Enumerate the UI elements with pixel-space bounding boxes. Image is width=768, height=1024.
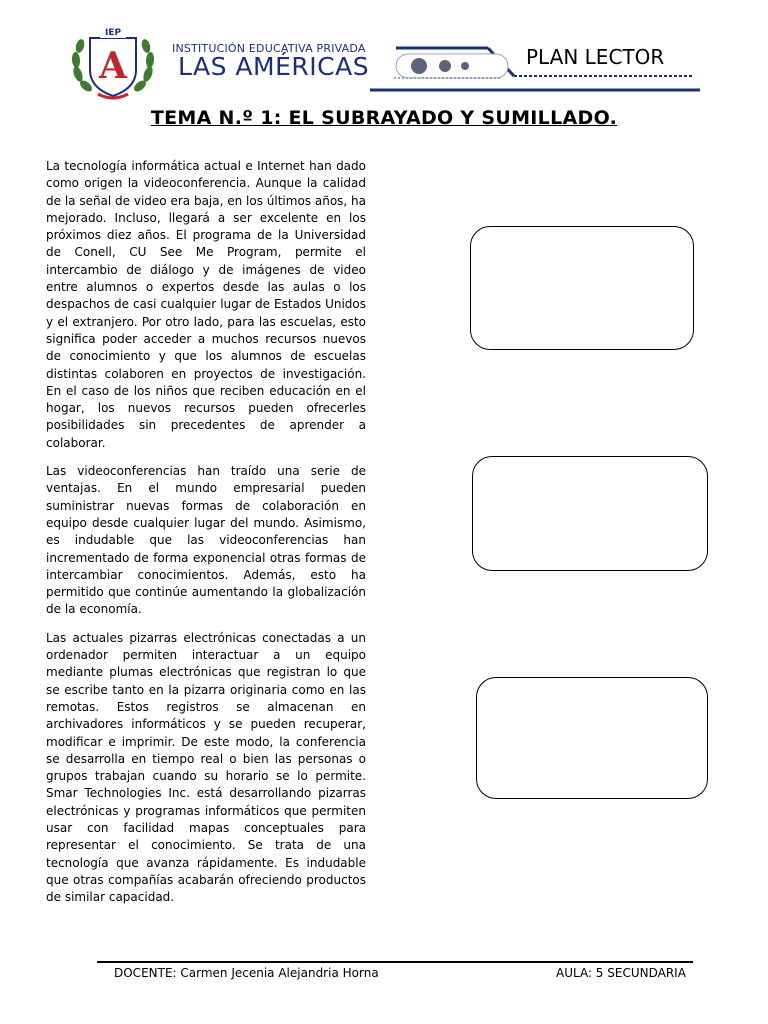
summary-box-2[interactable]	[472, 456, 708, 571]
school-logo	[68, 24, 158, 102]
reading-text	[46, 158, 366, 917]
teacher-name: DOCENTE: Carmen Jecenia Alejandria Horna	[114, 966, 379, 980]
footer-divider	[97, 961, 693, 963]
school-name: LAS AMÉRICAS	[178, 52, 370, 81]
paragraph: Las actuales pizarras electrónicas conectadas a un ordenador permiten interactuar a un equipo mediante plumas electrónicas que registran lo que se escribe tanto en la pizarra originaria como en las remotas. Estos registros se almacenan en archivadores informáticos y se pueden recuperar, modificar e imprimir. De este modo, la conferencia se desarrolla en tiempo real o bien las personas o grupos trabajan cuando su horario se lo permite. Smar Technologies Inc. está desarrollando pizarras electrónicas y programas informáticos que permiten usar con facilidad mapas conceptuales para representar el conocimiento. Se trata de una tecnología que avanza rápidamente. Es indudable que otras compañías acabarán ofreciendo productos de similar capacidad.	[46, 630, 366, 905]
paragraph: La tecnología informática actual e Internet han dado como origen la videoconferencia. Aunque la calidad de la señal de video era baja, en los últimos años, ha mejorado. Incluso, llegará a ser excelente en los próximos diez años. El programa de la Universidad de Conell, CU See Me Program, permite el intercambio de diálogo y de imágenes de video entre alumnos o expertos desde las aulas o los despachos de casi cualquier lugar de Estados Unidos y el extranjero. Por otro lado, para las escuelas, esto significa poder acceder a muchos recursos nuevos de conocimiento y que los alumnos de escuelas distintas colaboren en proyectos de investigación. En el caso de los niños que reciben educación en el hogar, los nuevos recursos pueden ofrecerles posibilidades sin precedentes de aprender a colaborar.	[46, 159, 366, 450]
paragraph: Las videoconferencias han traído una serie de ventajas. En el mundo empresarial pueden suministrar nuevas formas de colaboración en equipo desde cualquier lugar del mundo. Asimismo, es indudable que las videoconferencias han incrementado de forma exponencial otras formas de intercambiar conocimientos. Además, esto ha permitido que continúe aumentando la globalización de la economía.	[46, 464, 366, 617]
summary-box-3[interactable]	[476, 677, 708, 799]
svg-text:A: A	[99, 45, 127, 87]
page-title: TEMA N.º 1: EL SUBRAYADO Y SUMILLADO.	[150, 107, 618, 129]
classroom-label: AULA: 5 SECUNDARIA	[556, 966, 686, 980]
plan-lector-label: PLAN LECTOR	[526, 45, 665, 69]
school-subtitle: INSTITUCIÓN EDUCATIVA PRIVADA	[172, 42, 366, 55]
svg-text:IEP: IEP	[104, 28, 122, 38]
summary-box-1[interactable]	[470, 226, 694, 350]
